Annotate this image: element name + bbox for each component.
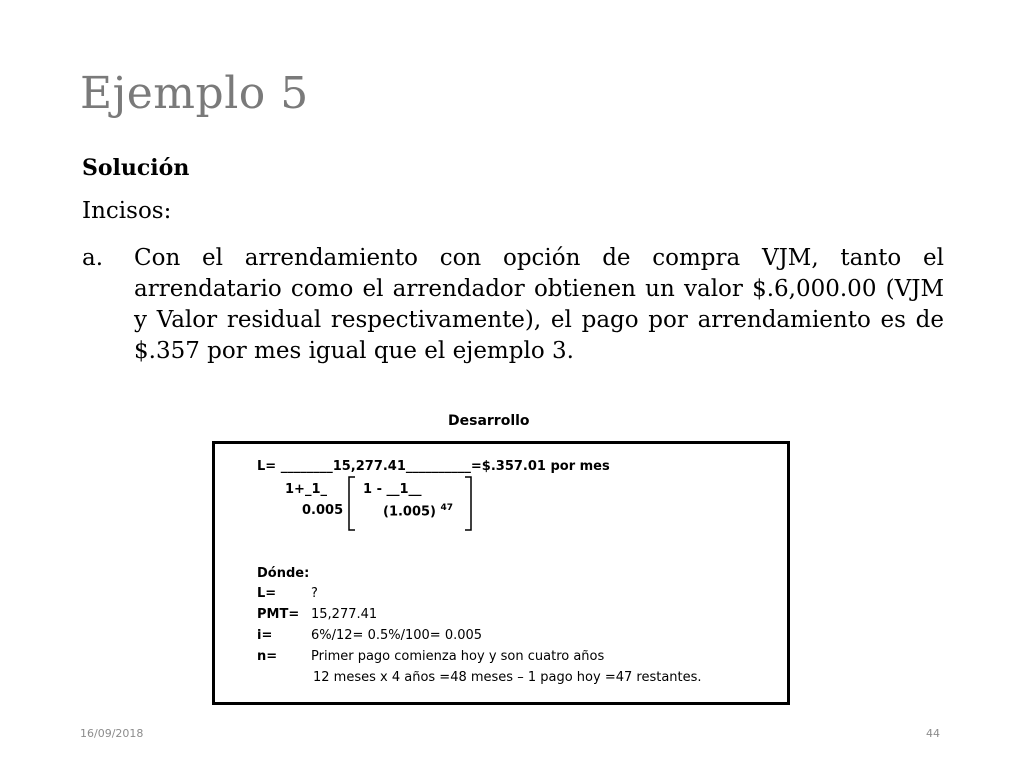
development-title: Desarrollo: [448, 413, 530, 429]
formula-exponent: 47: [440, 503, 454, 513]
footer-date: 16/09/2018: [80, 727, 144, 740]
formula-denominator-left-bottom: 0.005: [302, 503, 344, 518]
def-L-label: L=: [257, 586, 277, 601]
def-n-continuation: 12 meses x 4 años =48 meses – 1 pago hoy =47 restantes.: [313, 670, 702, 685]
formula-denominator-left-top: 1+_1_: [285, 482, 327, 497]
formula-power-term: [383, 503, 453, 519]
def-n-label: n=: [257, 649, 278, 664]
subsections-label: Incisos:: [82, 198, 172, 224]
development-box: [212, 441, 790, 705]
footer-page-number: 44: [926, 727, 940, 740]
formula-denominator-right-top: 1 - __1__: [363, 482, 422, 497]
def-L-value: ?: [311, 586, 318, 601]
where-label: Dónde:: [257, 566, 310, 581]
list-marker: a.: [82, 245, 104, 271]
solution-heading: Solución: [82, 155, 190, 181]
formula-base: (1.005): [383, 504, 437, 520]
def-i-label: i=: [257, 628, 273, 643]
def-n-value: Primer pago comienza hoy y son cuatro años: [311, 649, 605, 664]
list-item-text: Con el arrendamiento con opción de compra VJM, tanto el arrendatario como el arrendador obtienen un valor $.6,000.00 (VJM y Valor residual respectivamente), el pago por arrendamiento es de $.357 por mes igual que el ejemplo 3.: [134, 245, 944, 364]
slide-title: Ejemplo 5: [80, 68, 309, 119]
def-PMT-value: 15,277.41: [311, 607, 378, 622]
def-i-value: 6%/12= 0.5%/100= 0.005: [311, 628, 483, 643]
formula-numerator-line: L= ________15,277.41__________=$.357.01 por mes: [257, 459, 610, 474]
def-PMT-label: PMT=: [257, 607, 300, 622]
